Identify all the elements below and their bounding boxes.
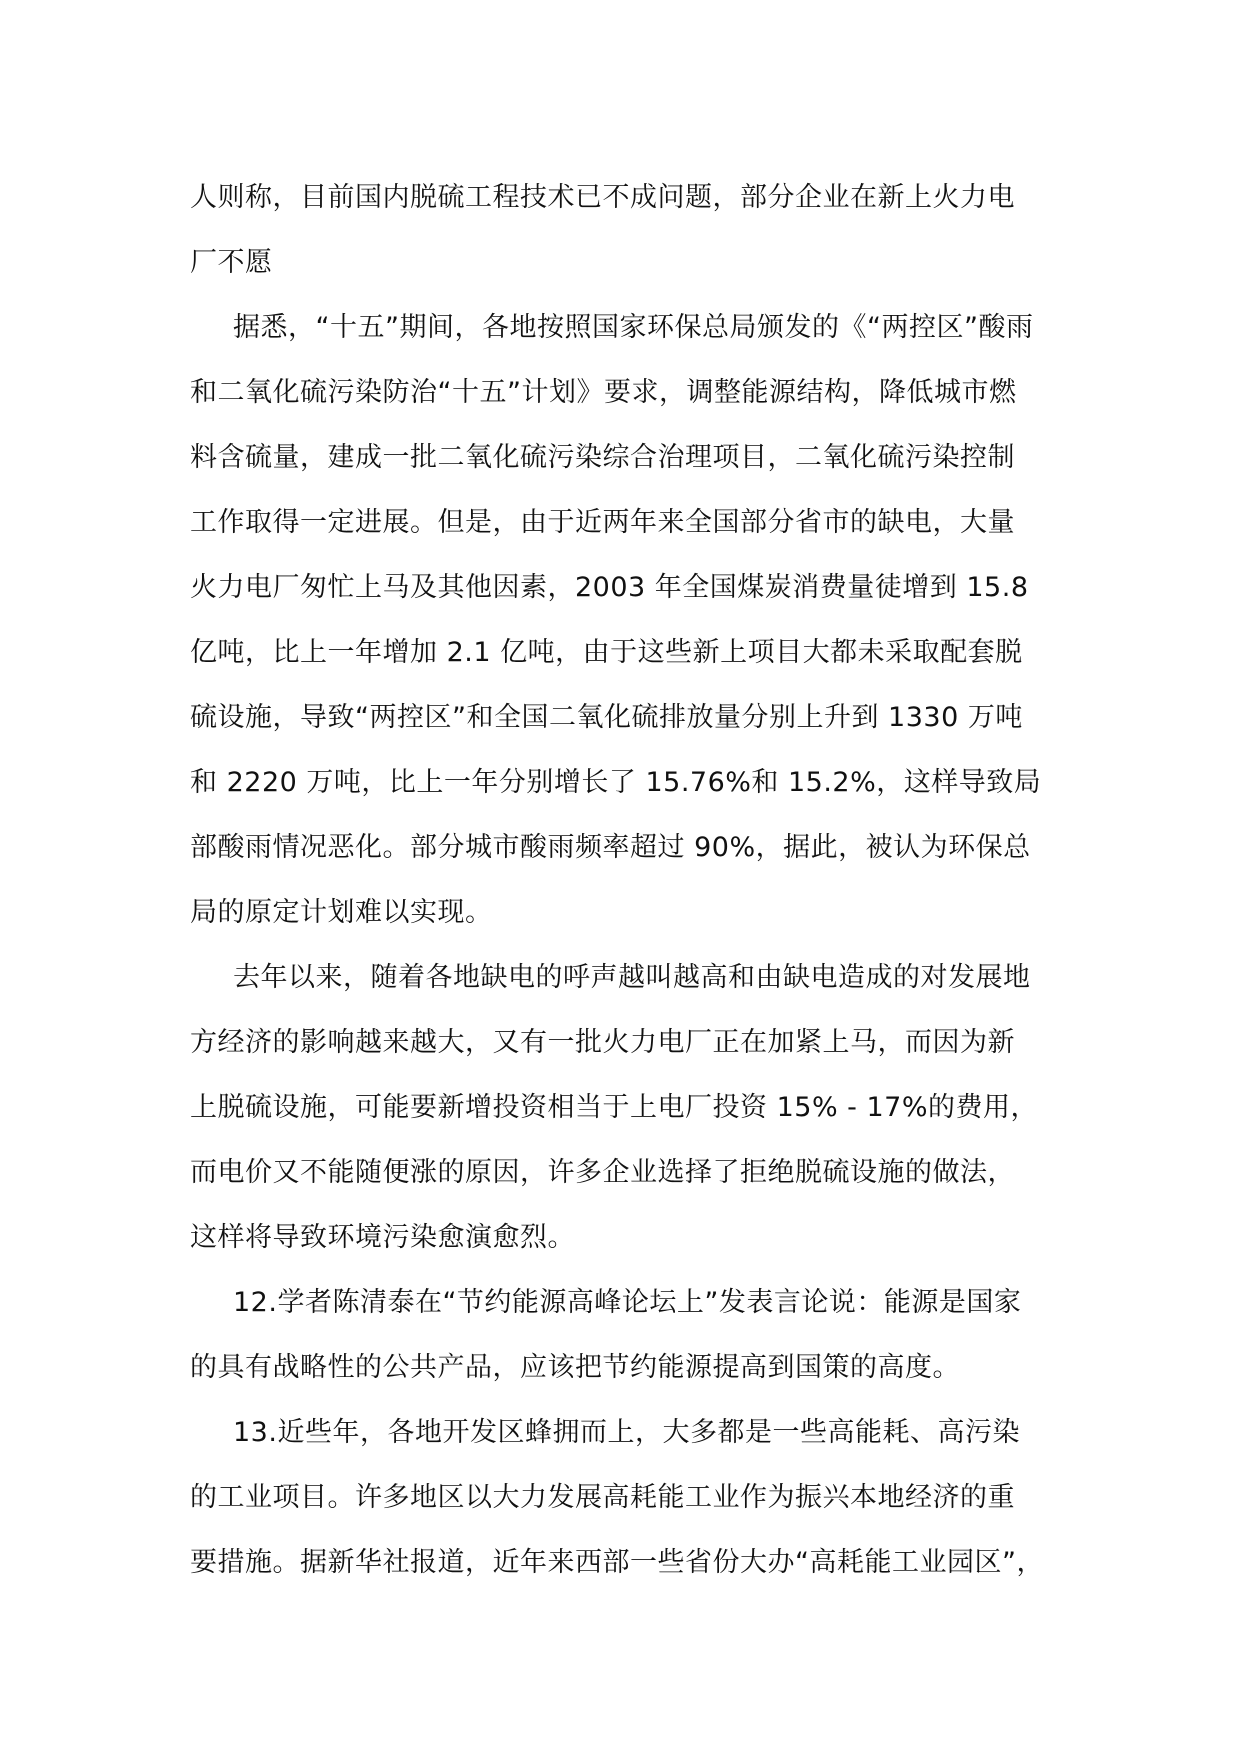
text-line: 和 2220 万吨，比上一年分别增长了 15.76%和 15.2%，这样导致局	[190, 767, 1042, 798]
paragraph-1	[190, 165, 1060, 295]
text-line: 去年以来，随着各地缺电的呼声越叫越高和由缺电造成的对发展地	[233, 962, 1031, 993]
text-line: 工作取得一定进展。但是，由于近两年来全国部分省市的缺电，大量	[190, 507, 1015, 538]
text-line: 局的原定计划难以实现。	[190, 897, 493, 928]
text-line: 据悉，“十五”期间，各地按照国家环保总局颁发的《“两控区”酸雨	[233, 312, 1034, 343]
paragraph-4	[190, 1270, 1060, 1400]
text-line: 而电价又不能随便涨的原因，许多企业选择了拒绝脱硫设施的做法，	[190, 1157, 1015, 1188]
text-line: 方经济的影响越来越大，又有一批火力电厂正在加紧上马，而因为新	[190, 1027, 1015, 1058]
paragraph-3	[190, 945, 1060, 1270]
text-line: 部酸雨情况恶化。部分城市酸雨频率超过 90%，据此，被认为环保总	[190, 832, 1031, 863]
text-line: 料含硫量，建成一批二氧化硫污染综合治理项目，二氧化硫污染控制	[190, 442, 1015, 473]
text-line: 厂不愿	[190, 247, 273, 278]
text-line: 和二氧化硫污染防治“十五”计划》要求，调整能源结构，降低城市燃	[190, 377, 1017, 408]
text-line: 上脱硫设施，可能要新增投资相当于上电厂投资 15% - 17%的费用，	[190, 1092, 1039, 1123]
text-line: 的工业项目。许多地区以大力发展高耗能工业作为振兴本地经济的重	[190, 1482, 1015, 1513]
text-line: 的具有战略性的公共产品，应该把节约能源提高到国策的高度。	[190, 1352, 960, 1383]
text-line: 硫设施，导致“两控区”和全国二氧化硫排放量分别上升到 1330 万吨	[190, 702, 1023, 733]
text-line: 亿吨，比上一年增加 2.1 亿吨，由于这些新上项目大都未采取配套脱	[190, 637, 1023, 668]
text-line: 人则称，目前国内脱硫工程技术已不成问题，部分企业在新上火力电	[190, 182, 1015, 213]
text-line: 这样将导致环境污染愈演愈烈。	[190, 1222, 575, 1253]
paragraph-2	[190, 295, 1060, 945]
body-text	[190, 165, 1060, 1595]
paragraph-5	[190, 1400, 1060, 1595]
text-line: 12.学者陈清泰在“节约能源高峰论坛上”发表言论说：能源是国家	[233, 1287, 1022, 1318]
text-line: 火力电厂匆忙上马及其他因素，2003 年全国煤炭消费量徒增到 15.8	[190, 572, 1029, 603]
text-line: 要措施。据新华社报道，近年来西部一些省份大办“高耗能工业园区”，	[190, 1547, 1044, 1578]
text-line: 13.近些年，各地开发区蜂拥而上，大多都是一些高能耗、高污染	[233, 1417, 1020, 1448]
